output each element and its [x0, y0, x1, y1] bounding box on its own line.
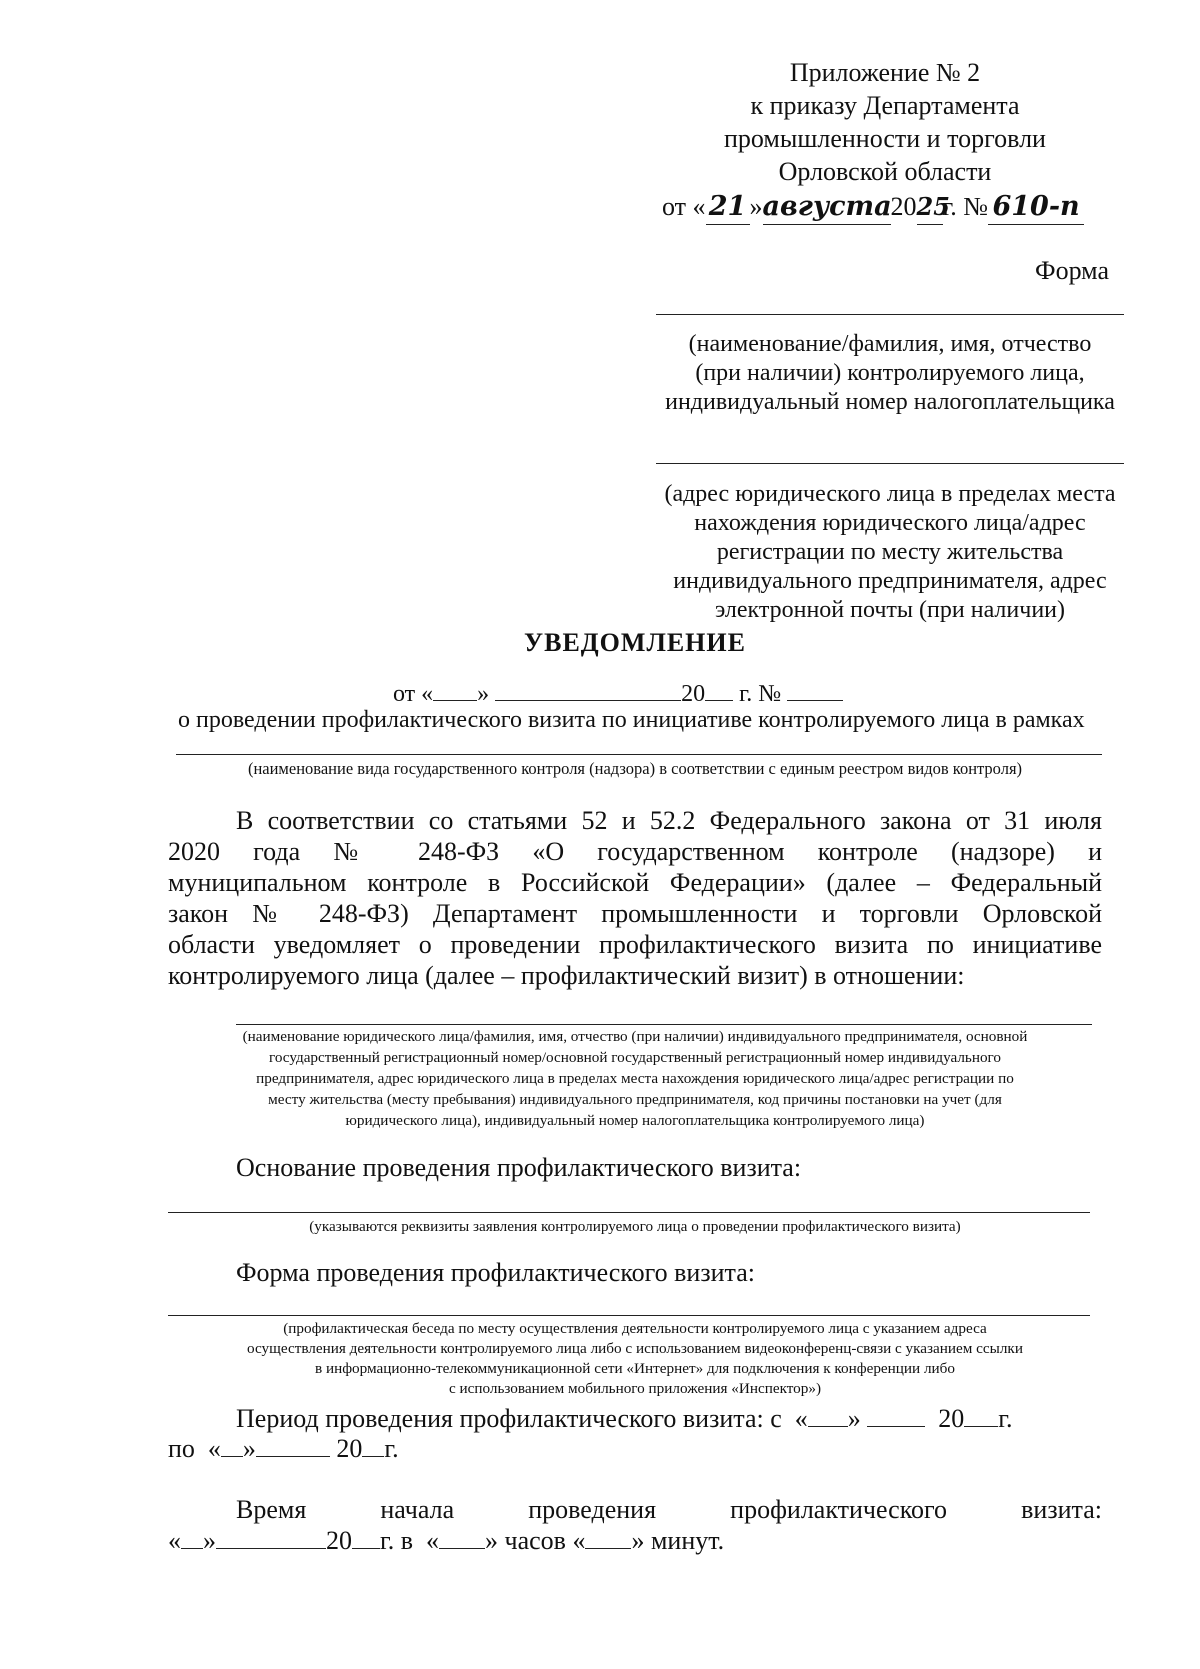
- order-date-line: [662, 190, 1084, 225]
- start-hours-label: » часов «: [485, 1526, 586, 1555]
- period-from-year-blank: [964, 1404, 998, 1427]
- body-line-5: области уведомляет о проведении профилактического визита по инициативе: [168, 930, 1102, 959]
- order-date-prefix: от «: [662, 192, 706, 221]
- notice-date-quote: »: [477, 681, 490, 707]
- recipient-address-caption-1: (адрес юридического лица в пределах места: [664, 481, 1116, 507]
- start-day-blank: [181, 1526, 203, 1549]
- entity-line: [236, 1024, 1092, 1025]
- control-type-caption: (наименование вида государственного контроля (надзора) в соответствии с единым реестром видов контроля): [247, 759, 1023, 778]
- entity-caption-2: государственный регистрационный номер/основной государственный регистрационный номер индивидуального: [268, 1049, 1002, 1066]
- order-date-quote: »: [749, 192, 763, 221]
- recipient-address-line: [656, 463, 1124, 464]
- period-to-day-blank: [221, 1434, 243, 1457]
- period-to-g: г.: [384, 1434, 399, 1463]
- order-number: 610-п: [988, 190, 1084, 225]
- order-date-month: августа: [763, 190, 891, 225]
- period-to-year-prefix: 20: [336, 1434, 363, 1463]
- recipient-address-caption-2: нахождения юридического лица/адрес: [694, 510, 1086, 536]
- entity-caption-4: месту жительства (месту пребывания) индивидуального предпринимателя, код причины постановки на учет (для: [268, 1091, 1002, 1108]
- start-month-blank: [216, 1526, 326, 1549]
- start-hours-quote-open: «: [426, 1526, 440, 1555]
- period-from-quote-close: »: [847, 1404, 861, 1433]
- body-line-3: муниципальном контроле в Российской Федерации» (далее – Федеральный: [168, 868, 1102, 897]
- form-of-visit-caption-2: осуществления деятельности контролируемого лица либо с использованием видеоконференц-связи с указанием ссылки: [247, 1340, 1023, 1357]
- order-number-label: г. №: [942, 192, 989, 221]
- period-from-year-prefix: 20: [938, 1404, 965, 1433]
- recipient-name-caption-2: (при наличии) контролируемого лица,: [695, 360, 1085, 386]
- start-date-quote-open: «: [168, 1526, 181, 1555]
- notice-date-line: [393, 678, 843, 709]
- start-g-v: г. в: [380, 1526, 414, 1555]
- notice-number-blank: [787, 678, 843, 701]
- recipient-name-caption-3: индивидуальный номер налогоплательщика: [665, 389, 1115, 415]
- period-to-year-blank: [362, 1434, 384, 1457]
- basis-caption: (указываются реквизиты заявления контролируемого лица о проведении профилактического визита): [309, 1218, 961, 1235]
- notice-year-blank: [705, 678, 733, 701]
- entity-caption-3: предпринимателя, адрес юридического лица в пределах места нахождения юридического лица/адрес регистрации по: [256, 1070, 1014, 1087]
- body-line-6: контролируемого лица (далее – профилактический визит) в отношении:: [168, 961, 965, 990]
- recipient-name-line: [656, 314, 1124, 315]
- notice-month-blank: [495, 678, 681, 701]
- start-time-word-5: визита:: [1021, 1495, 1102, 1524]
- recipient-address-caption-3: регистрации по месту жительства: [716, 539, 1064, 565]
- entity-caption-1: (наименование юридического лица/фамилия, имя, отчество (при наличии) индивидуального предпринимателя, основной: [242, 1028, 1028, 1045]
- period-to-month-blank: [256, 1434, 330, 1457]
- notice-date-prefix: от «: [393, 681, 434, 707]
- form-of-visit-caption-3: в информационно-телекоммуникационной сети «Интернет» для подключения к конференции либо: [314, 1360, 955, 1377]
- start-minutes-blank: [585, 1526, 631, 1549]
- order-date-year-suffix: 25: [917, 190, 943, 225]
- start-time-word-2: начала: [380, 1495, 455, 1524]
- notice-day-blank: [433, 678, 477, 701]
- body-line-2: 2020 года № 248-ФЗ «О государственном контроле (надзоре) и: [168, 837, 1102, 866]
- period-line: [236, 1404, 1102, 1434]
- form-of-visit-line: [168, 1315, 1090, 1316]
- start-time-word-4: профилактического: [730, 1495, 948, 1524]
- start-time-line: [168, 1526, 724, 1556]
- form-of-visit-caption-1: (профилактическая беседа по месту осуществления деятельности контролируемого лица с указанием адреса: [283, 1320, 987, 1337]
- body-line-4: закон № 248-ФЗ) Департамент промышленности и торговли Орловской: [168, 899, 1102, 928]
- recipient-address-caption-5: электронной почты (при наличии): [714, 597, 1065, 623]
- appendix-department-line: промышленности и торговли: [724, 124, 1046, 153]
- period-from-quote-open: «: [794, 1404, 808, 1433]
- basis-label: Основание проведения профилактического визита:: [236, 1153, 802, 1182]
- start-time-word-3: проведения: [528, 1495, 657, 1524]
- period-label: Период проведения профилактического визита: с: [236, 1404, 782, 1433]
- notice-number-label: г. №: [739, 681, 782, 707]
- start-year-blank: [352, 1526, 380, 1549]
- start-time-label: [236, 1495, 1102, 1525]
- order-date-day: 21: [706, 190, 750, 225]
- form-of-visit-caption-4: с использованием мобильного приложения «Инспектор»): [448, 1380, 822, 1397]
- notice-subject: о проведении профилактического визита по инициативе контролируемого лица в рамках: [178, 707, 1085, 733]
- appendix-order-line: к приказу Департамента: [750, 91, 1020, 120]
- start-hours-blank: [439, 1526, 485, 1549]
- control-type-line: [176, 754, 1102, 755]
- period-to-label: по: [168, 1434, 195, 1463]
- period-to-line: [168, 1434, 399, 1464]
- start-time-word-1: Время: [236, 1495, 307, 1524]
- start-minutes-label: » минут.: [631, 1526, 725, 1555]
- body-line-1: В соответствии со статьями 52 и 52.2 Федерального закона от 31 июля: [236, 806, 1102, 835]
- order-date-year-prefix: 20: [890, 192, 917, 221]
- period-from-g: г.: [998, 1404, 1013, 1433]
- basis-line: [168, 1212, 1090, 1213]
- period-from-day-blank: [808, 1404, 848, 1427]
- form-label: Форма: [1035, 256, 1109, 285]
- appendix-title: Приложение № 2: [789, 58, 981, 87]
- document-title: УВЕДОМЛЕНИЕ: [524, 628, 746, 657]
- period-to-quote-open: «: [207, 1434, 221, 1463]
- recipient-address-caption-4: индивидуального предпринимателя, адрес: [673, 568, 1107, 594]
- form-of-visit-label: Форма проведения профилактического визита:: [236, 1258, 755, 1287]
- appendix-region-line: Орловской области: [778, 157, 992, 186]
- period-from-month-blank: [867, 1404, 925, 1427]
- start-date-quote-close: »: [203, 1526, 216, 1555]
- recipient-name-caption-1: (наименование/фамилия, имя, отчество: [688, 331, 1092, 357]
- notice-year-prefix: 20: [681, 681, 706, 707]
- period-to-quote-close: »: [242, 1434, 256, 1463]
- entity-caption-5: юридического лица), индивидуальный номер налогоплательщика контролируемого лица): [345, 1112, 925, 1129]
- start-year-prefix: 20: [326, 1526, 352, 1555]
